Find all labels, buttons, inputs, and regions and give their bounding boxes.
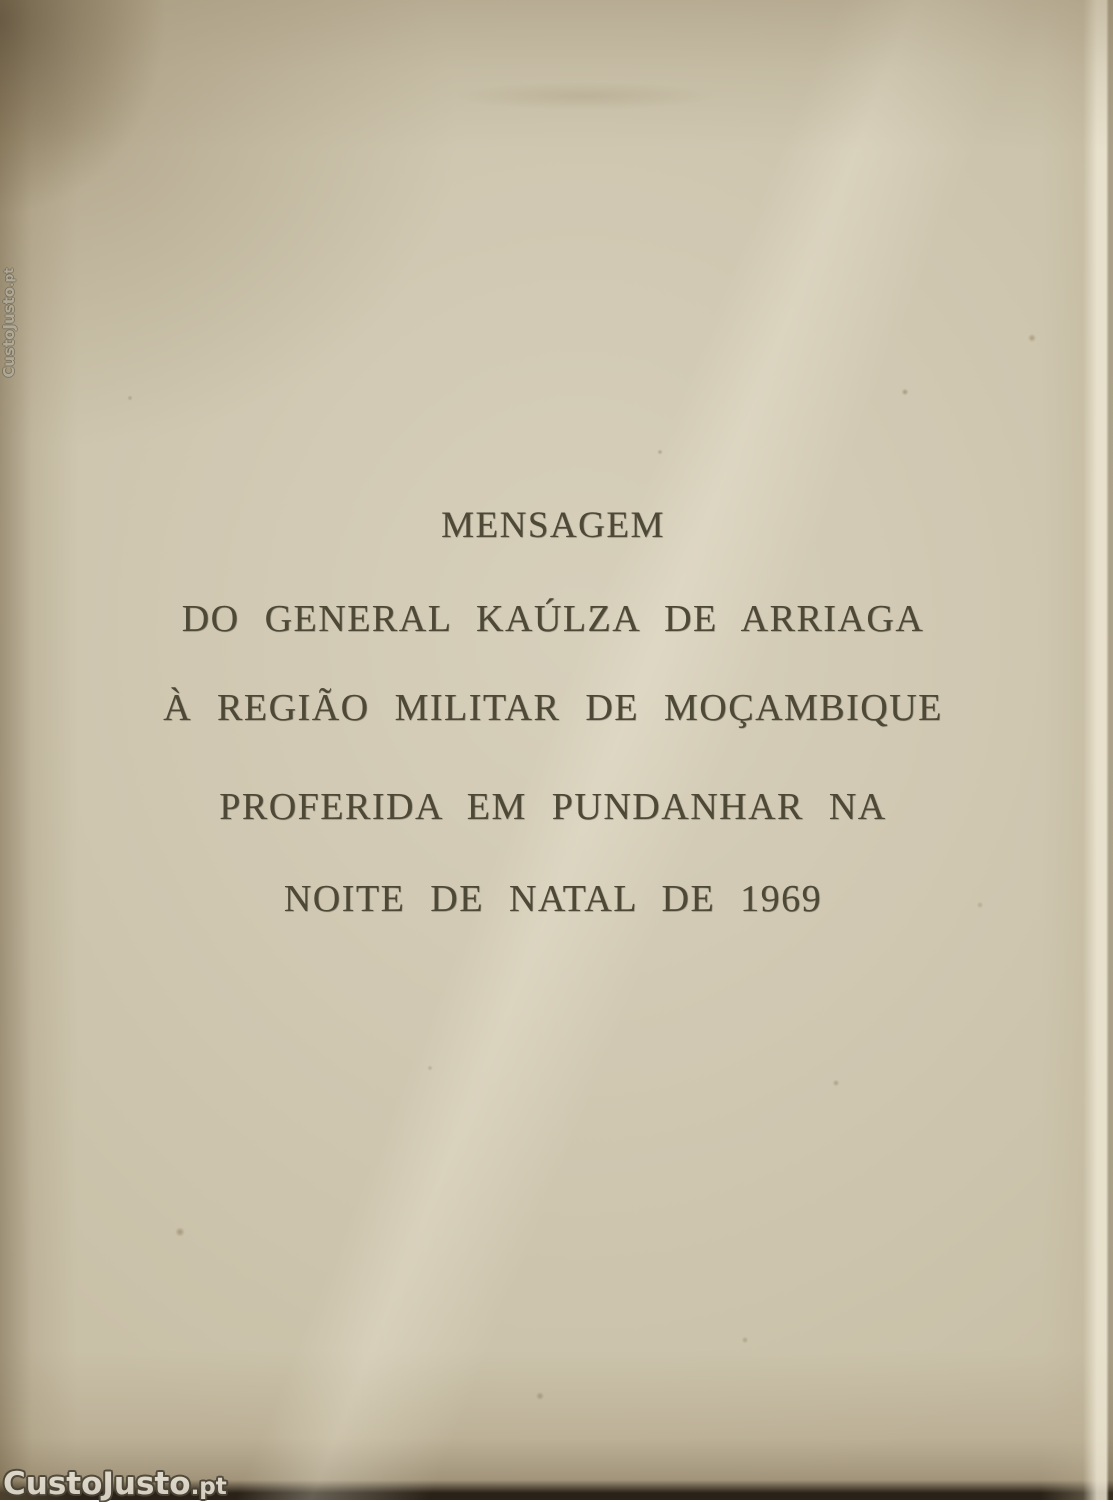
cover-title-line-3: À REGIÃO MILITAR DE MOÇAMBIQUE: [163, 687, 943, 729]
watermark-left-vertical: [1, 268, 17, 378]
cover-title-line-4: PROFERIDA EM PUNDANHAR NA: [219, 786, 887, 828]
watermark-brand-text: CustoJusto: [3, 1466, 191, 1502]
cover-title-line-5: NOITE DE NATAL DE 1969: [283, 878, 823, 920]
watermark-tld-text: .pt: [190, 1474, 227, 1500]
cover-title-line-2: DO GENERAL KAÚLZA DE ARRIAGA: [181, 598, 925, 640]
cover-title-line-1: MENSAGEM: [441, 505, 665, 546]
watermark-brand-text: CustoJusto: [0, 286, 18, 378]
watermark-bottom-left: [3, 1466, 227, 1502]
watermark-tld-text: .pt: [2, 268, 16, 287]
